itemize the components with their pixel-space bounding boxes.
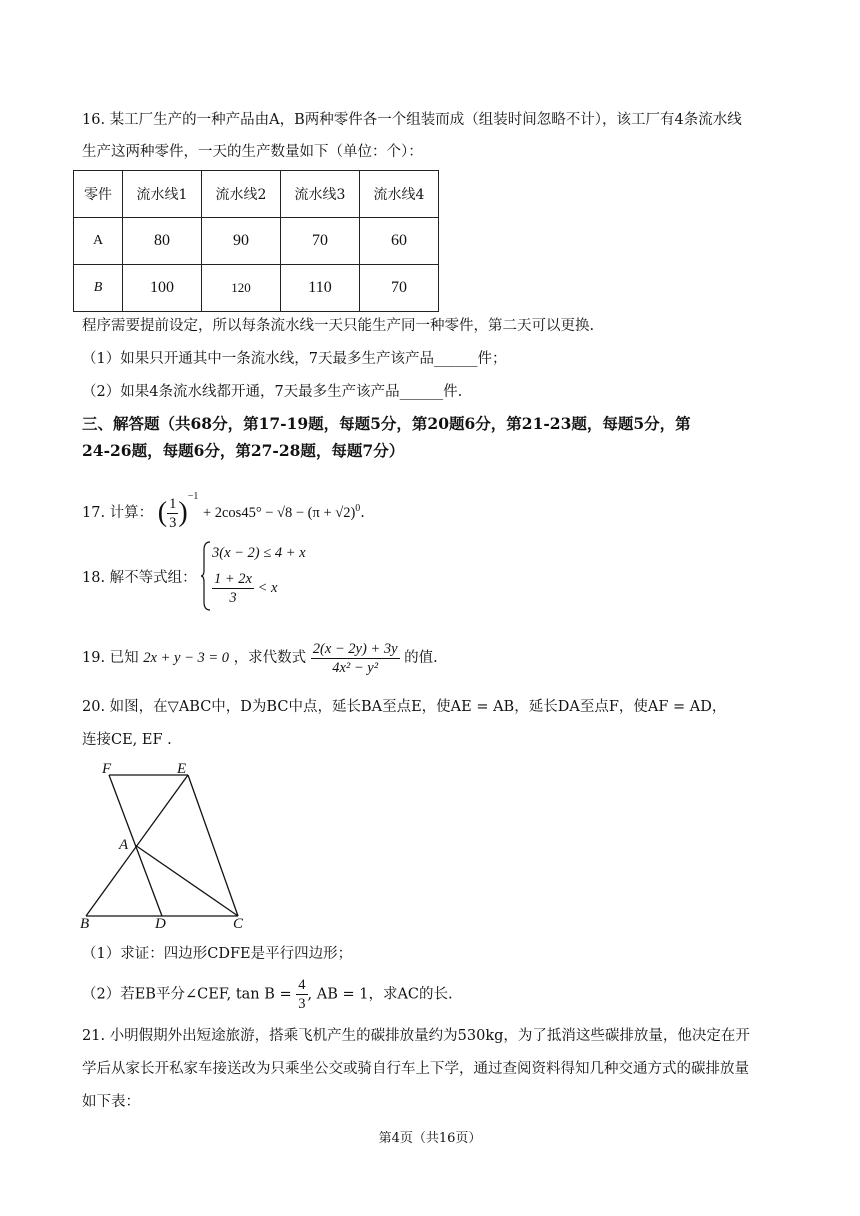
label-C: C <box>233 916 244 930</box>
table-header: 流水线1 <box>123 171 202 218</box>
q18-inequality2 <box>212 570 277 607</box>
q18-frac-den: 3 <box>229 590 237 606</box>
q20-sub2-post: , AB = 1，求AC的长. <box>307 986 453 1003</box>
q17-exponent: −1 <box>187 491 199 502</box>
q19-end: 的值. <box>404 650 438 666</box>
q20-tan-fraction: $\frac{4}{3}$ <box>298 977 306 1012</box>
table-row <box>74 265 439 312</box>
q19-fraction: $\frac{2(x - 2y) + 3y}{\text{4x² − y²}}$ <box>312 640 398 676</box>
q19-mid: ，求代数式 <box>233 650 307 666</box>
table-cell: 120 <box>202 265 281 312</box>
table-cell-part: B <box>74 265 123 312</box>
table-cell: 70 <box>360 265 439 312</box>
q19-condition: 2x + y − 3 = 0 <box>143 650 230 666</box>
q18-inequality1: 3(x − 2) ≤ 4 + x <box>212 545 306 561</box>
q16-sub2: （2）如果4条流水线都开通，7天最多生产该产品______件. <box>82 384 463 400</box>
table-cell: 100 <box>123 265 202 312</box>
q18-brace <box>200 540 212 612</box>
table-header: 流水线2 <box>202 171 281 218</box>
q21-line2: 学后从家长开私家车接送改为只乘坐公交或骑自行车上下学，通过查阅资料得知几种交通方式的碳排放量 <box>82 1061 749 1077</box>
table-header-row <box>74 171 439 218</box>
q17-expression: + 2cos45° − √8 − (π + √2) <box>202 505 356 521</box>
label-B: B <box>80 916 90 930</box>
table-cell: 110 <box>281 265 360 312</box>
table-header: 零件 <box>74 171 123 218</box>
q17: 17. 计算： ( $\frac{1}{3}$ )$^{-1} + 2\cos 45^\circ - √8 - (\pi + √2)^0$. <box>82 491 365 531</box>
q16-line1: 16. 某工厂生产的一种产品由A，B两种零件各一个组装而成（组装时间忽略不计），该工厂有4条流水线 <box>82 112 742 128</box>
label-A: A <box>119 837 129 853</box>
table-cell: 80 <box>123 218 202 265</box>
q20-line1: 20. 如图，在▽ABC中，D为BC中点，延长BA至点E，使AE = AB，延长DA至点F，使AF = AD， <box>82 699 727 715</box>
q19 <box>82 636 438 680</box>
table-row <box>74 218 439 265</box>
q18-inequality2-tail: < x <box>257 579 278 596</box>
label-E: E <box>177 761 187 777</box>
q16-sub1: （1）如果只开通其中一条流水线，7天最多生产该产品______件； <box>82 351 507 367</box>
production-table <box>73 170 439 312</box>
q18-label: 18. 解不等式组： <box>82 570 197 586</box>
q20-sub2 <box>82 976 453 1013</box>
table-cell: 60 <box>360 218 439 265</box>
table-header: 流水线3 <box>281 171 360 218</box>
q17-exponent-zero: 0 <box>355 503 361 515</box>
q21-line3: 如下表： <box>82 1094 140 1110</box>
q20-line2: 连接CE, EF . <box>82 732 172 748</box>
q17-end: . <box>360 505 365 521</box>
q21-line1: 21. 小明假期外出短途旅游，搭乘飞机产生的碳排放量约为530kg，为了抵消这些碳排放量，他决定在开 <box>82 1028 750 1044</box>
label-F: F <box>102 761 112 777</box>
table-cell: 90 <box>202 218 281 265</box>
q17-fraction: $\frac{1}{3}$ <box>169 495 177 531</box>
section3-heading-line2: 24-26题，每题6分，第27-28题，每题7分） <box>82 441 405 460</box>
page-footer: 第4页（共16页） <box>378 1131 482 1146</box>
q16-note: 程序需要提前设定，所以每条流水线一天只能生产同一种零件，第二天可以更换. <box>82 318 595 334</box>
table-cell: 70 <box>281 218 360 265</box>
table-header: 流水线4 <box>360 171 439 218</box>
q20-sub1: （1）求证：四边形CDFE是平行四边形； <box>82 946 353 962</box>
q20-sub2-pre: （2）若EB平分∠CEF, tan B = <box>82 986 292 1003</box>
geometry-figure <box>76 758 256 930</box>
q19-label: 19. 已知 <box>82 650 139 666</box>
q16-line2: 生产这两种零件，一天的生产数量如下（单位：个）： <box>82 144 423 160</box>
label-D: D <box>155 916 166 930</box>
q18-frac-num: 1 + 2x <box>214 571 252 587</box>
table-cell-part: A <box>74 218 123 265</box>
q17-label: 17. 计算： <box>82 505 154 521</box>
section3-heading-line1: 三、解答题（共68分，第17-19题，每题5分，第20题6分，第21-23题，每题5分，第 <box>82 414 691 433</box>
